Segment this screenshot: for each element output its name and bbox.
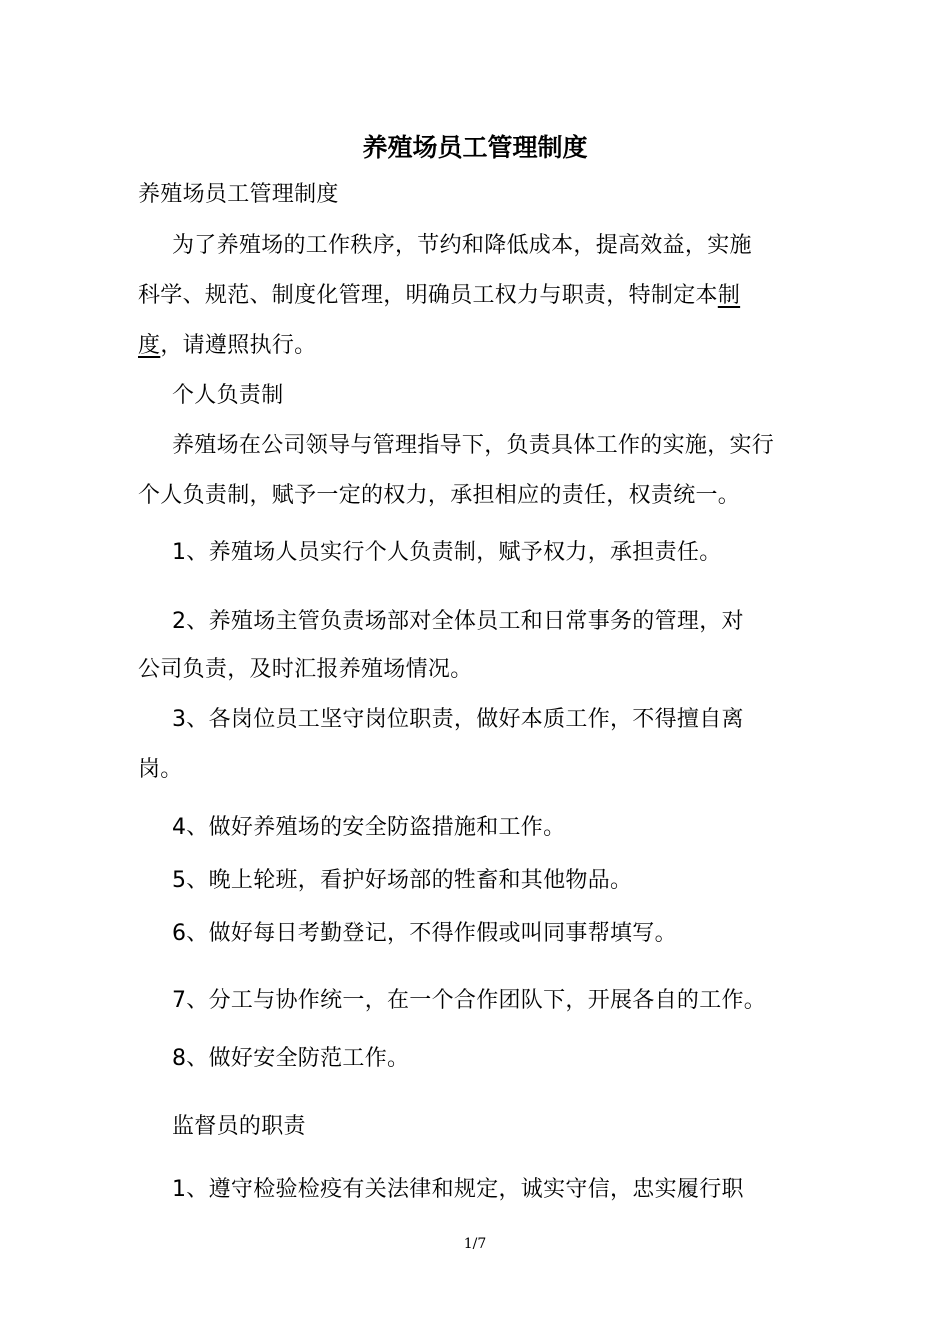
intro-underlined-text: 制 <box>717 283 741 308</box>
intro-line-2 <box>138 271 740 321</box>
list-item-3-line-1: 3、各岗位员工坚守岗位职责，做好本质工作，不得擅自离 <box>172 707 744 732</box>
list-item-4: 4、做好养殖场的安全防盗措施和工作。 <box>172 815 566 840</box>
section1-para-line-2: 个人负责制，赋予一定的权力，承担相应的责任，权责统一。 <box>138 483 741 508</box>
list-item-2-line-1: 2、养殖场主管负责场部对全体员工和日常事务的管理，对 <box>172 609 744 634</box>
section1-para-line-1: 养殖场在公司领导与管理指导下，负责具体工作的实施，实行 <box>172 433 775 458</box>
document-subtitle: 养殖场员工管理制度 <box>138 182 339 207</box>
list-item-7: 7、分工与协作统一，在一个合作团队下，开展各自的工作。 <box>172 988 767 1013</box>
section-heading-personal-responsibility: 个人负责制 <box>172 383 284 408</box>
section-heading-supervisor-duties: 监督员的职责 <box>172 1114 306 1139</box>
document-title: 养殖场员工管理制度 <box>362 133 588 162</box>
list-item-3-line-2: 岗。 <box>138 757 183 782</box>
intro-line-2-text: 科学、规范、制度化管理，明确员工权力与职责，特制定本 <box>138 283 718 308</box>
section2-item-1-line-1: 1、遵守检验检疫有关法律和规定，诚实守信，忠实履行职 <box>172 1177 744 1202</box>
list-item-5: 5、晚上轮班，看护好场部的牲畜和其他物品。 <box>172 868 633 893</box>
list-item-8: 8、做好安全防范工作。 <box>172 1046 410 1071</box>
intro-line-3 <box>138 321 316 371</box>
list-item-6: 6、做好每日考勤登记，不得作假或叫同事帮填写。 <box>172 921 677 946</box>
intro-line-3-text: ，请遵照执行。 <box>160 333 317 358</box>
page-number: 1/7 <box>463 1236 487 1252</box>
intro-line-1: 为了养殖场的工作秩序，节约和降低成本，提高效益，实施 <box>172 233 752 258</box>
intro-underlined-text-2: 度 <box>138 333 161 358</box>
list-item-1: 1、养殖场人员实行个人负责制，赋予权力，承担责任。 <box>172 540 722 565</box>
list-item-2-line-2: 公司负责，及时汇报养殖场情况。 <box>138 657 473 682</box>
